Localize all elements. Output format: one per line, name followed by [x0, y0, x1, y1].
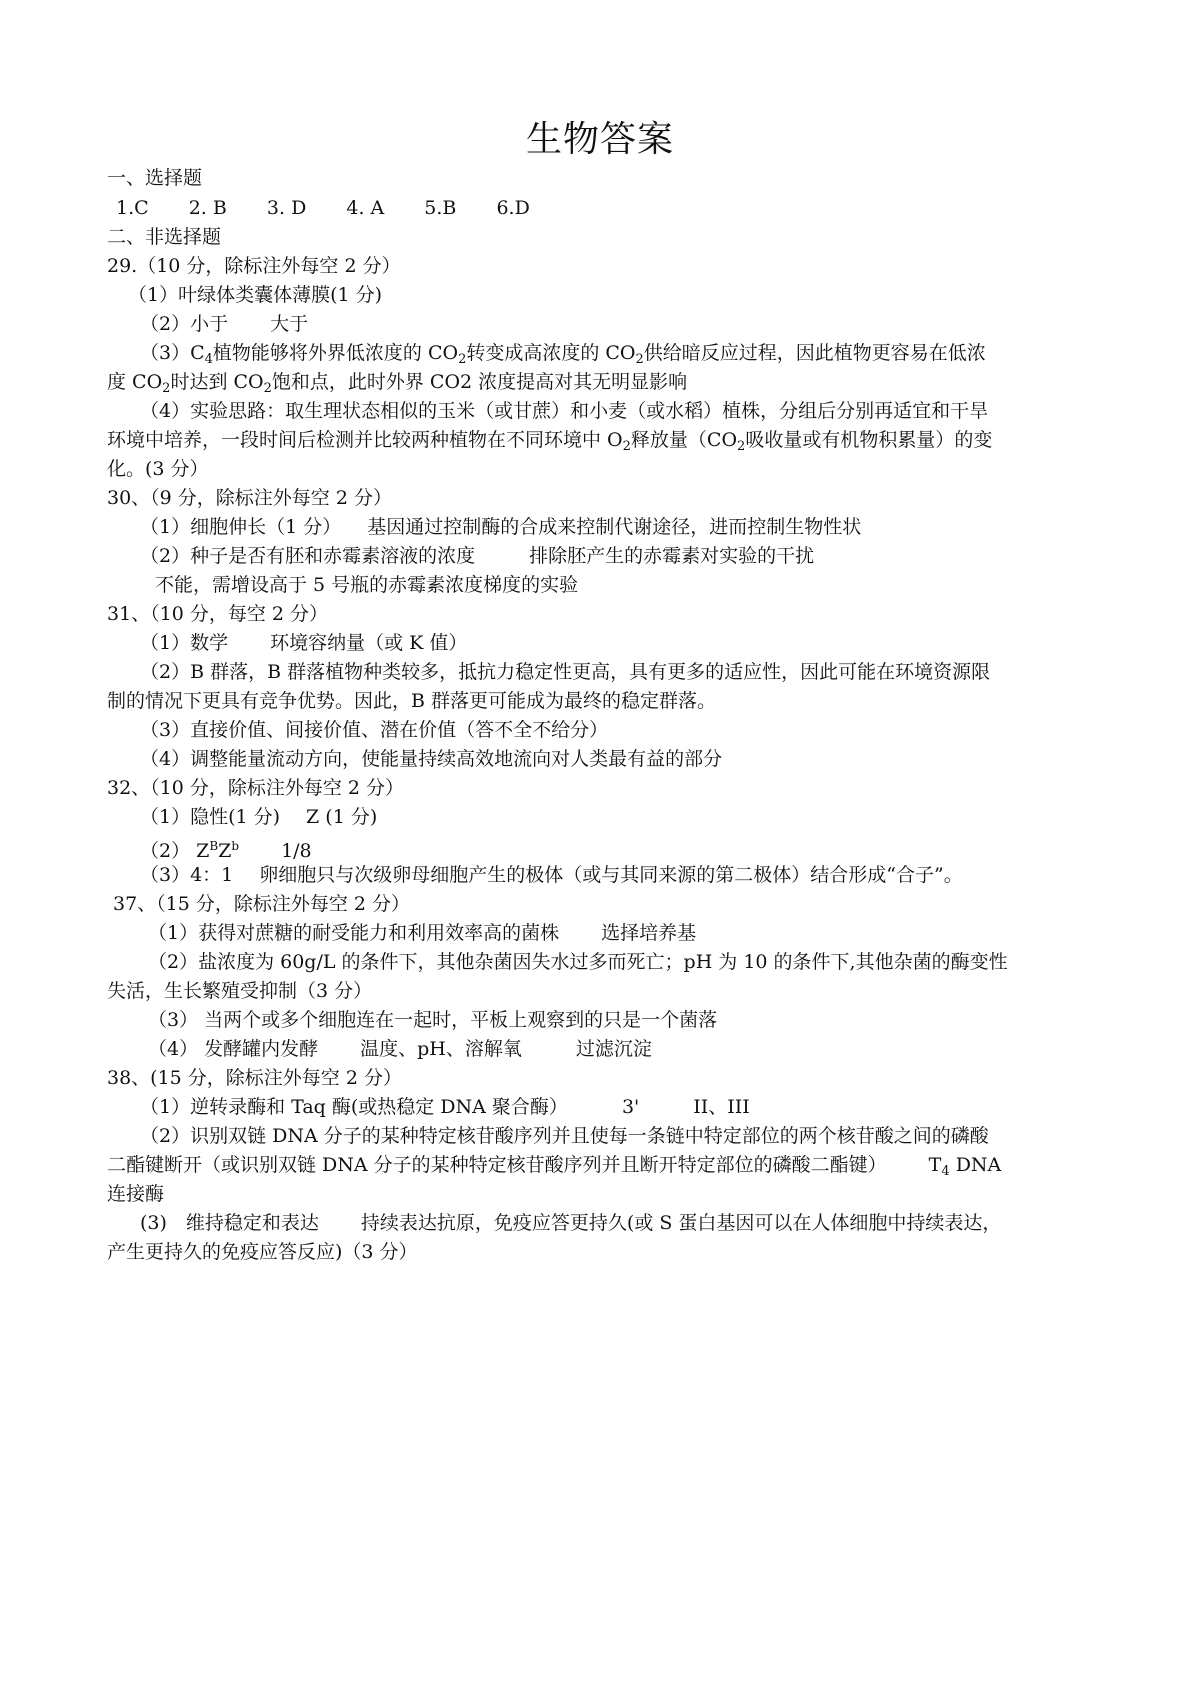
- q32-answer-1: [140, 805, 377, 829]
- answer-blank: （3）4：1: [140, 864, 234, 886]
- subscript: 4: [941, 1164, 950, 1179]
- choice-answer: 6.D: [496, 197, 530, 219]
- choice-answer: 5.B: [424, 197, 457, 219]
- q31-answer-4: （4）调整能量流动方向，使能量持续高效地流向对人类最有益的部分: [140, 748, 723, 770]
- subscript: 2: [458, 352, 467, 367]
- text-run: Z: [218, 840, 232, 862]
- superscript: B: [209, 839, 219, 853]
- q29-answer-4-line-3: 化。(3 分）: [107, 458, 209, 480]
- q38-answer-2-line-2: [107, 1153, 1001, 1184]
- subscript: 2: [635, 352, 644, 367]
- q31-answer-1: [140, 631, 467, 655]
- answer-blank: （2）种子是否有胚和赤霉素溶液的浓度: [140, 545, 476, 567]
- q29-heading: 29.（10 分，除标注外每空 2 分）: [107, 255, 401, 277]
- answer-blank: Z (1 分): [306, 806, 378, 828]
- text-run: 吸收量或有机物积累量）的变: [745, 429, 993, 451]
- answer-blank: （1）隐性(1 分): [140, 806, 281, 828]
- q32-answer-3: [140, 863, 963, 887]
- q30-answer-2-continued: 不能，需增设高于 5 号瓶的赤霉素浓度梯度的实验: [155, 574, 579, 596]
- choice-answer: 2. B: [188, 197, 227, 219]
- text-run: 二酯键断开（或识别双链 DNA 分子的某种特定核苷酸序列并且断开特定部位的磷酸二酯键）: [107, 1154, 887, 1176]
- text-run: 供给暗反应过程，因此植物更容易在低浓: [643, 342, 986, 364]
- text-run: Z: [196, 840, 210, 862]
- text-run: 植物能够将外界低浓度的 CO: [212, 342, 459, 364]
- answer-blank: 温度、pH、溶解氧: [360, 1038, 522, 1060]
- q30-heading: 30、（9 分，除标注外每空 2 分）: [107, 487, 392, 509]
- answer-blank: 环境容纳量（或 K 值）: [270, 632, 468, 654]
- answer-blank: II、III: [693, 1096, 750, 1118]
- text-run: T: [928, 1154, 942, 1176]
- answer-blank: 持续表达抗原，免疫应答更持久(或 S 蛋白基因可以在人体细胞中持续表达，: [360, 1212, 1002, 1234]
- subscript: 2: [737, 439, 746, 454]
- q30-answer-2: [140, 544, 814, 568]
- section-heading-choice: 一、选择题: [107, 167, 203, 189]
- q37-answer-3: （3） 当两个或多个细胞连在一起时，平板上观察到的只是一个菌落: [148, 1009, 718, 1031]
- answer-blank: (3) 维持稳定和表达: [140, 1212, 319, 1234]
- q37-answer-4: [148, 1037, 652, 1061]
- text-run: （3）C: [140, 342, 205, 364]
- text-run: （2）: [140, 840, 191, 862]
- subscript: 2: [622, 439, 631, 454]
- answer-blank: 卵细胞只与次级卵母细胞产生的极体（或与其同来源的第二极体）结合形成“合子”。: [259, 864, 963, 886]
- q37-answer-1: [148, 921, 696, 945]
- subscript: 2: [263, 381, 272, 396]
- q37-answer-2-line-1: （2）盐浓度为 60g/L 的条件下，其他杂菌因失水过多而死亡；pH 为 10 的条件下,其他杂菌的酶变性: [148, 951, 1008, 973]
- choice-answer: 1.C: [116, 197, 149, 219]
- q31-answer-2-line-2: 制的情况下更具有竞争优势。因此，B 群落更可能成为最终的稳定群落。: [107, 690, 717, 712]
- q38-answer-1: [140, 1095, 750, 1119]
- text-run: 时达到 CO: [170, 371, 264, 393]
- text-run: 转变成高浓度的 CO: [466, 342, 636, 364]
- choice-answer: 3. D: [266, 197, 307, 219]
- q32-heading: 32、（10 分，除标注外每空 2 分）: [107, 777, 405, 799]
- q29-answer-2-blank-2: 大于: [270, 313, 309, 335]
- answer-blank: 过滤沉淀: [575, 1038, 652, 1060]
- q38-answer-3-line-2: 产生更持久的免疫应答反应)（3 分）: [107, 1241, 418, 1263]
- q31-answer-3: （3）直接价值、间接价值、潜在价值（答不全不给分）: [140, 719, 609, 741]
- q29-answer-3-line-2: [107, 370, 687, 401]
- q37-heading: 37、（15 分，除标注外每空 2 分）: [113, 893, 411, 915]
- superscript: b: [231, 839, 240, 853]
- subscript: 2: [162, 381, 171, 396]
- answer-blank: （1）获得对蔗糖的耐受能力和利用效率高的菌株: [148, 922, 560, 944]
- answer-blank: 3': [621, 1096, 640, 1118]
- answer-blank: （1）逆转录酶和 Taq 酶(或热稳定 DNA 聚合酶）: [140, 1096, 568, 1118]
- choice-answers-row: [116, 196, 530, 220]
- answer-blank: 排除胚产生的赤霉素对实验的干扰: [529, 545, 815, 567]
- text-run: 饱和点，此时外界 CO2 浓度提高对其无明显影响: [271, 371, 688, 393]
- answer-blank: （1）数学: [140, 632, 229, 654]
- q38-answer-2-line-3: 连接酶: [107, 1183, 165, 1205]
- choice-answer: 4. A: [346, 197, 385, 219]
- q29-answer-2-blank-1: （2）小于: [140, 313, 229, 335]
- q38-heading: 38、(15 分，除标注外每空 2 分）: [107, 1067, 402, 1089]
- q29-answer-2: [140, 312, 308, 336]
- q30-answer-1: [140, 515, 861, 539]
- answer-blank: 基因通过控制酶的合成来控制代谢途径，进而控制生物性状: [367, 516, 862, 538]
- answer-blank: 选择培养基: [601, 922, 697, 944]
- answer-blank: 1/8: [281, 840, 312, 862]
- q32-answer-2: [140, 834, 312, 863]
- q31-heading: 31、（10 分，每空 2 分）: [107, 603, 329, 625]
- q29-answer-1: （1）叶绿体类囊体薄膜(1 分): [128, 284, 383, 306]
- text-run: 度 CO: [107, 371, 163, 393]
- q29-answer-4-line-2: [107, 428, 992, 459]
- q38-answer-3-line-1: [140, 1211, 1001, 1235]
- text-run: 释放量（CO: [630, 429, 738, 451]
- page-title: 生物答案: [525, 119, 674, 160]
- answer-blank: （4） 发酵罐内发酵: [148, 1038, 319, 1060]
- q38-answer-2-line-1: （2）识别双链 DNA 分子的某种特定核苷酸序列并且使每一条链中特定部位的两个核苷酸之间的磷酸: [140, 1125, 989, 1147]
- q31-answer-2-line-1: （2）B 群落，B 群落植物种类较多，抵抗力稳定性更高，具有更多的适应性，因此可能在环境资源限: [140, 661, 991, 683]
- q37-answer-2-line-2: 失活，生长繁殖受抑制（3 分）: [107, 980, 373, 1002]
- section-heading-nonchoice: 二、非选择题: [107, 226, 222, 248]
- text-run: DNA: [955, 1154, 1002, 1176]
- q29-answer-4-line-1: （4）实验思路：取生理状态相似的玉米（或甘蔗）和小麦（或水稻）植株，分组后分别再适宜和干旱: [140, 400, 989, 422]
- answer-blank: （1）细胞伸长（1 分）: [140, 516, 342, 538]
- q29-answer-3-line-1: [140, 341, 986, 372]
- text-run: 环境中培养，一段时间后检测并比较两种植物在不同环境中 O: [107, 429, 623, 451]
- subscript: 4: [204, 352, 213, 367]
